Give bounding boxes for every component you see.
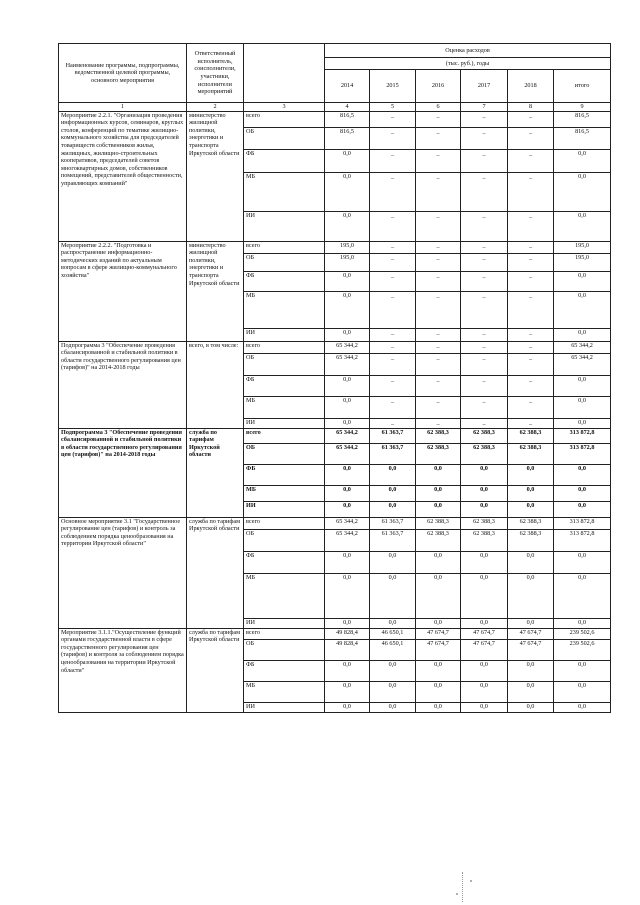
column-number: 3 [244, 103, 325, 112]
year-value-cell: 47 674,7 [416, 639, 461, 660]
header-executor: Ответственный исполнитель, соисполнители, участники, исполнители мероприятий [187, 44, 244, 103]
funding-source-cell: всего [244, 241, 325, 253]
year-value-cell: _ [370, 241, 416, 253]
year-value-cell: 62 388,3 [416, 428, 461, 443]
header-year: 2017 [461, 70, 508, 103]
year-value-cell: 47 674,7 [508, 628, 554, 639]
year-value-cell: 62 388,3 [461, 428, 508, 443]
funding-source-cell: ОБ [244, 253, 325, 271]
funding-source-cell: ИИ [244, 501, 325, 517]
year-value-cell: _ [370, 127, 416, 149]
year-value-cell: _ [461, 241, 508, 253]
year-value-cell: 0,0 [325, 464, 370, 485]
year-value-cell: 0,0 [370, 501, 416, 517]
funding-source-cell: ФБ [244, 464, 325, 485]
year-value-cell: 65 344,2 [325, 443, 370, 464]
total-value-cell: 195,0 [554, 253, 611, 271]
funding-source-cell: ФБ [244, 149, 325, 172]
executor-cell: министерство жилищной политики, энергетики и транспорта Иркутской области [187, 241, 244, 341]
total-value-cell: 0,0 [554, 396, 611, 418]
year-value-cell: _ [461, 149, 508, 172]
total-value-cell: 0,0 [554, 702, 611, 712]
year-value-cell: 62 388,3 [416, 443, 461, 464]
year-value-cell: 0,0 [508, 681, 554, 702]
year-value-cell: _ [370, 418, 416, 428]
column-number: 5 [370, 103, 416, 112]
funding-source-cell: ОБ [244, 529, 325, 551]
year-value-cell: _ [416, 172, 461, 211]
year-value-cell: 62 388,3 [508, 428, 554, 443]
year-value-cell: _ [416, 353, 461, 375]
year-value-cell: _ [508, 396, 554, 418]
executor-cell: служба по тарифам Иркутской области [187, 628, 244, 712]
year-value-cell: _ [461, 271, 508, 291]
total-value-cell: 0,0 [554, 172, 611, 211]
year-value-cell: 0,0 [325, 328, 370, 341]
year-value-cell: 0,0 [370, 464, 416, 485]
year-value-cell: 0,0 [416, 464, 461, 485]
year-value-cell: _ [416, 253, 461, 271]
year-value-cell: 0,0 [508, 660, 554, 681]
year-value-cell: 0,0 [416, 573, 461, 618]
year-value-cell: _ [416, 418, 461, 428]
table-row [59, 517, 611, 529]
year-value-cell: 65 344,2 [325, 353, 370, 375]
year-value-cell: 0,0 [325, 149, 370, 172]
year-value-cell: 0,0 [325, 485, 370, 501]
year-value-cell: 195,0 [325, 241, 370, 253]
funding-source-cell: МБ [244, 681, 325, 702]
executor-cell: министерство жилищной политики, энергетики и транспорта Иркутской области [187, 111, 244, 241]
year-value-cell: 0,0 [461, 660, 508, 681]
scan-artifact [456, 893, 458, 895]
year-value-cell: _ [370, 375, 416, 396]
header-source [244, 44, 325, 103]
year-value-cell: 0,0 [416, 702, 461, 712]
year-value-cell: 62 388,3 [461, 443, 508, 464]
funding-source-cell: всего [244, 341, 325, 353]
table-row [59, 628, 611, 639]
year-value-cell: 0,0 [508, 464, 554, 485]
year-value-cell: 0,0 [416, 681, 461, 702]
executor-cell: всего, в том числе: [187, 341, 244, 428]
funding-source-cell: ФБ [244, 551, 325, 573]
program-name-cell: Подпрограмма 3 "Обеспечение проведения сбалансированной и стабильной политики в области государственного регулирования цен (тарифов)" на 2014-2018 годы [59, 428, 187, 517]
year-value-cell: 62 388,3 [461, 517, 508, 529]
year-value-cell: 46 650,1 [370, 628, 416, 639]
year-value-cell: 0,0 [325, 551, 370, 573]
funding-source-cell: ОБ [244, 353, 325, 375]
year-value-cell: _ [370, 253, 416, 271]
funding-source-cell: ОБ [244, 639, 325, 660]
column-number: 9 [554, 103, 611, 112]
program-name-cell: Мероприятие 2.2.2. "Подготовка и распространение информационно-методических изданий по актуальным вопросам в сфере жилищно-коммунального хозяйства" [59, 241, 187, 341]
year-value-cell: 0,0 [461, 702, 508, 712]
funding-source-cell: МБ [244, 172, 325, 211]
year-value-cell: 47 674,7 [416, 628, 461, 639]
year-value-cell: 49 828,4 [325, 639, 370, 660]
year-value-cell: _ [461, 328, 508, 341]
year-value-cell: _ [416, 241, 461, 253]
total-value-cell: 313 872,8 [554, 443, 611, 464]
year-value-cell: _ [461, 211, 508, 241]
year-value-cell: _ [461, 172, 508, 211]
year-value-cell: _ [508, 241, 554, 253]
total-value-cell: 313 872,8 [554, 517, 611, 529]
year-value-cell: 0,0 [508, 702, 554, 712]
year-value-cell: 47 674,7 [461, 628, 508, 639]
scan-artifact [470, 880, 472, 882]
year-value-cell: 0,0 [416, 660, 461, 681]
year-value-cell: _ [508, 111, 554, 127]
year-value-cell: _ [461, 353, 508, 375]
year-value-cell: 0,0 [325, 501, 370, 517]
funding-source-cell: всего [244, 111, 325, 127]
year-value-cell: 0,0 [325, 618, 370, 628]
funding-source-cell: МБ [244, 291, 325, 328]
year-value-cell: 816,5 [325, 111, 370, 127]
year-value-cell: 61 363,7 [370, 529, 416, 551]
year-value-cell: _ [508, 353, 554, 375]
column-number: 4 [325, 103, 370, 112]
year-value-cell: 61 363,7 [370, 443, 416, 464]
year-value-cell: _ [508, 211, 554, 241]
year-value-cell: 0,0 [325, 271, 370, 291]
year-value-cell: 0,0 [508, 501, 554, 517]
executor-cell: служба по тарифам Иркутской области [187, 428, 244, 517]
total-value-cell: 0,0 [554, 271, 611, 291]
year-value-cell: 0,0 [461, 501, 508, 517]
year-value-cell: _ [370, 271, 416, 291]
total-value-cell: 0,0 [554, 660, 611, 681]
total-value-cell: 313 872,8 [554, 529, 611, 551]
year-value-cell: 0,0 [461, 464, 508, 485]
year-value-cell: _ [508, 375, 554, 396]
year-value-cell: _ [416, 127, 461, 149]
year-value-cell: _ [416, 111, 461, 127]
year-value-cell: 0,0 [325, 172, 370, 211]
header-name: Наименование программы, подпрограммы, ведомственной целевой программы, основного мероприятия [59, 44, 187, 103]
funding-source-cell: всего [244, 517, 325, 529]
total-value-cell: 0,0 [554, 681, 611, 702]
year-value-cell: 195,0 [325, 253, 370, 271]
year-value-cell: _ [461, 291, 508, 328]
year-value-cell: 0,0 [325, 396, 370, 418]
year-value-cell: 0,0 [461, 551, 508, 573]
year-value-cell: 61 363,7 [370, 517, 416, 529]
funding-source-cell: ФБ [244, 271, 325, 291]
header-total: итого [554, 70, 611, 103]
executor-cell: служба по тарифам Иркутской области [187, 517, 244, 628]
program-name-cell: Мероприятие 3.1.1."Осуществление функций органами государственной власти в сфере государственного регулирования цен (тарифов) и контроля за соблюдением порядка ценообразования на территории Иркутской области" [59, 628, 187, 712]
year-value-cell: _ [461, 127, 508, 149]
year-value-cell: 0,0 [370, 681, 416, 702]
year-value-cell: _ [416, 396, 461, 418]
table-row [59, 341, 611, 353]
year-value-cell: 61 363,7 [370, 428, 416, 443]
year-value-cell: 0,0 [325, 375, 370, 396]
program-name-cell: Мероприятие 2.2.1. "Организация проведения информационных курсов, семинаров, круглых столов, конференций по тематике жилищно-коммунального хозяйства для председателей товариществ собственников жилья, жилищных, жилищно-строительных кооперативов, председателей советов многоквартирных домов, собственников помещений, представителей общественности, управляющих компаний" [59, 111, 187, 241]
funding-source-cell: ИИ [244, 211, 325, 241]
year-value-cell: _ [508, 271, 554, 291]
funding-source-cell: МБ [244, 573, 325, 618]
total-value-cell: 816,5 [554, 111, 611, 127]
total-value-cell: 0,0 [554, 328, 611, 341]
year-value-cell: _ [508, 172, 554, 211]
year-value-cell: _ [416, 211, 461, 241]
column-number: 2 [187, 103, 244, 112]
year-value-cell: _ [370, 149, 416, 172]
year-value-cell: _ [416, 149, 461, 172]
column-number: 8 [508, 103, 554, 112]
year-value-cell: 0,0 [325, 702, 370, 712]
year-value-cell: 62 388,3 [461, 529, 508, 551]
total-value-cell: 0,0 [554, 501, 611, 517]
year-value-cell: _ [370, 291, 416, 328]
total-value-cell: 313 872,8 [554, 428, 611, 443]
total-value-cell: 239 502,6 [554, 639, 611, 660]
year-value-cell: _ [416, 291, 461, 328]
year-value-cell: 0,0 [325, 573, 370, 618]
table-row [59, 111, 611, 127]
year-value-cell: _ [370, 328, 416, 341]
budget-table [58, 43, 611, 713]
funding-source-cell: всего [244, 628, 325, 639]
year-value-cell: 0,0 [370, 551, 416, 573]
header-unit: (тыс. руб.), годы [325, 58, 611, 70]
year-value-cell: 65 344,2 [325, 428, 370, 443]
total-value-cell: 0,0 [554, 211, 611, 241]
year-value-cell: 0,0 [325, 418, 370, 428]
table-row [59, 428, 611, 443]
year-value-cell: 0,0 [508, 573, 554, 618]
header-estimate: Оценка расходов [325, 44, 611, 58]
year-value-cell: 46 650,1 [370, 639, 416, 660]
year-value-cell: 65 344,2 [325, 341, 370, 353]
year-value-cell: 62 388,3 [416, 517, 461, 529]
year-value-cell: _ [508, 341, 554, 353]
year-value-cell: 0,0 [325, 291, 370, 328]
year-value-cell: 0,0 [461, 573, 508, 618]
year-value-cell: _ [416, 341, 461, 353]
year-value-cell: 62 388,3 [508, 443, 554, 464]
year-value-cell: _ [416, 375, 461, 396]
funding-source-cell: МБ [244, 396, 325, 418]
total-value-cell: 0,0 [554, 149, 611, 172]
program-name-cell: Основное мероприятие 3.1 "Государственное регулирование цен (тарифов) и контроль за соблюдением порядка ценообразования на территории Иркутской области" [59, 517, 187, 628]
year-value-cell: 62 388,3 [416, 529, 461, 551]
year-value-cell: 0,0 [461, 485, 508, 501]
year-value-cell: 0,0 [416, 501, 461, 517]
year-value-cell: 47 674,7 [461, 639, 508, 660]
funding-source-cell: МБ [244, 485, 325, 501]
total-value-cell: 0,0 [554, 375, 611, 396]
year-value-cell: _ [508, 328, 554, 341]
funding-source-cell: ФБ [244, 375, 325, 396]
column-number: 1 [59, 103, 187, 112]
funding-source-cell: ИИ [244, 418, 325, 428]
year-value-cell: 0,0 [370, 618, 416, 628]
year-value-cell: _ [508, 149, 554, 172]
total-value-cell: 65 344,2 [554, 341, 611, 353]
funding-source-cell: ИИ [244, 702, 325, 712]
total-value-cell: 65 344,2 [554, 353, 611, 375]
year-value-cell: 0,0 [416, 618, 461, 628]
year-value-cell: _ [508, 253, 554, 271]
header-year: 2018 [508, 70, 554, 103]
year-value-cell: _ [508, 418, 554, 428]
year-value-cell: _ [370, 211, 416, 241]
year-value-cell: _ [508, 127, 554, 149]
year-value-cell: 0,0 [461, 681, 508, 702]
year-value-cell: _ [461, 111, 508, 127]
funding-source-cell: ОБ [244, 127, 325, 149]
funding-source-cell: ФБ [244, 660, 325, 681]
year-value-cell: 65 344,2 [325, 517, 370, 529]
year-value-cell: _ [370, 353, 416, 375]
year-value-cell: _ [416, 271, 461, 291]
year-value-cell: _ [370, 111, 416, 127]
year-value-cell: 816,5 [325, 127, 370, 149]
program-name-cell: Подпрограмма 3 "Обеспечение проведения сбалансированной и стабильной политики в области государственного регулирования цен (тарифов)" на 2014-2018 годы [59, 341, 187, 428]
year-value-cell: _ [461, 418, 508, 428]
year-value-cell: 0,0 [508, 485, 554, 501]
total-value-cell: 0,0 [554, 551, 611, 573]
year-value-cell: 0,0 [416, 485, 461, 501]
total-value-cell: 0,0 [554, 485, 611, 501]
year-value-cell: 0,0 [325, 660, 370, 681]
funding-source-cell: ОБ [244, 443, 325, 464]
total-value-cell: 0,0 [554, 618, 611, 628]
year-value-cell: 0,0 [416, 551, 461, 573]
column-number: 7 [461, 103, 508, 112]
year-value-cell: 47 674,7 [508, 639, 554, 660]
scan-artifact [462, 872, 469, 902]
total-value-cell: 0,0 [554, 418, 611, 428]
total-value-cell: 195,0 [554, 241, 611, 253]
year-value-cell: 0,0 [370, 702, 416, 712]
year-value-cell: 0,0 [325, 681, 370, 702]
year-value-cell: 0,0 [370, 485, 416, 501]
year-value-cell: _ [461, 375, 508, 396]
total-value-cell: 0,0 [554, 291, 611, 328]
year-value-cell: 0,0 [370, 573, 416, 618]
year-value-cell: 0,0 [370, 660, 416, 681]
total-value-cell: 816,5 [554, 127, 611, 149]
year-value-cell: _ [461, 396, 508, 418]
header-year: 2016 [416, 70, 461, 103]
year-value-cell: 62 388,3 [508, 529, 554, 551]
year-value-cell: 0,0 [508, 618, 554, 628]
header-year: 2015 [370, 70, 416, 103]
year-value-cell: _ [370, 396, 416, 418]
year-value-cell: 0,0 [461, 618, 508, 628]
total-value-cell: 239 502,6 [554, 628, 611, 639]
total-value-cell: 0,0 [554, 464, 611, 485]
year-value-cell: 0,0 [508, 551, 554, 573]
funding-source-cell: всего [244, 428, 325, 443]
year-value-cell: _ [370, 172, 416, 211]
table-body [59, 111, 611, 712]
funding-source-cell: ИИ [244, 328, 325, 341]
table-row [59, 241, 611, 253]
year-value-cell: _ [370, 341, 416, 353]
year-value-cell: 65 344,2 [325, 529, 370, 551]
year-value-cell: _ [508, 291, 554, 328]
year-value-cell: 62 388,3 [508, 517, 554, 529]
header-year: 2014 [325, 70, 370, 103]
funding-source-cell: ИИ [244, 618, 325, 628]
year-value-cell: 49 828,4 [325, 628, 370, 639]
total-value-cell: 0,0 [554, 573, 611, 618]
year-value-cell: 0,0 [325, 211, 370, 241]
year-value-cell: _ [416, 328, 461, 341]
year-value-cell: _ [461, 253, 508, 271]
year-value-cell: _ [461, 341, 508, 353]
column-number: 6 [416, 103, 461, 112]
